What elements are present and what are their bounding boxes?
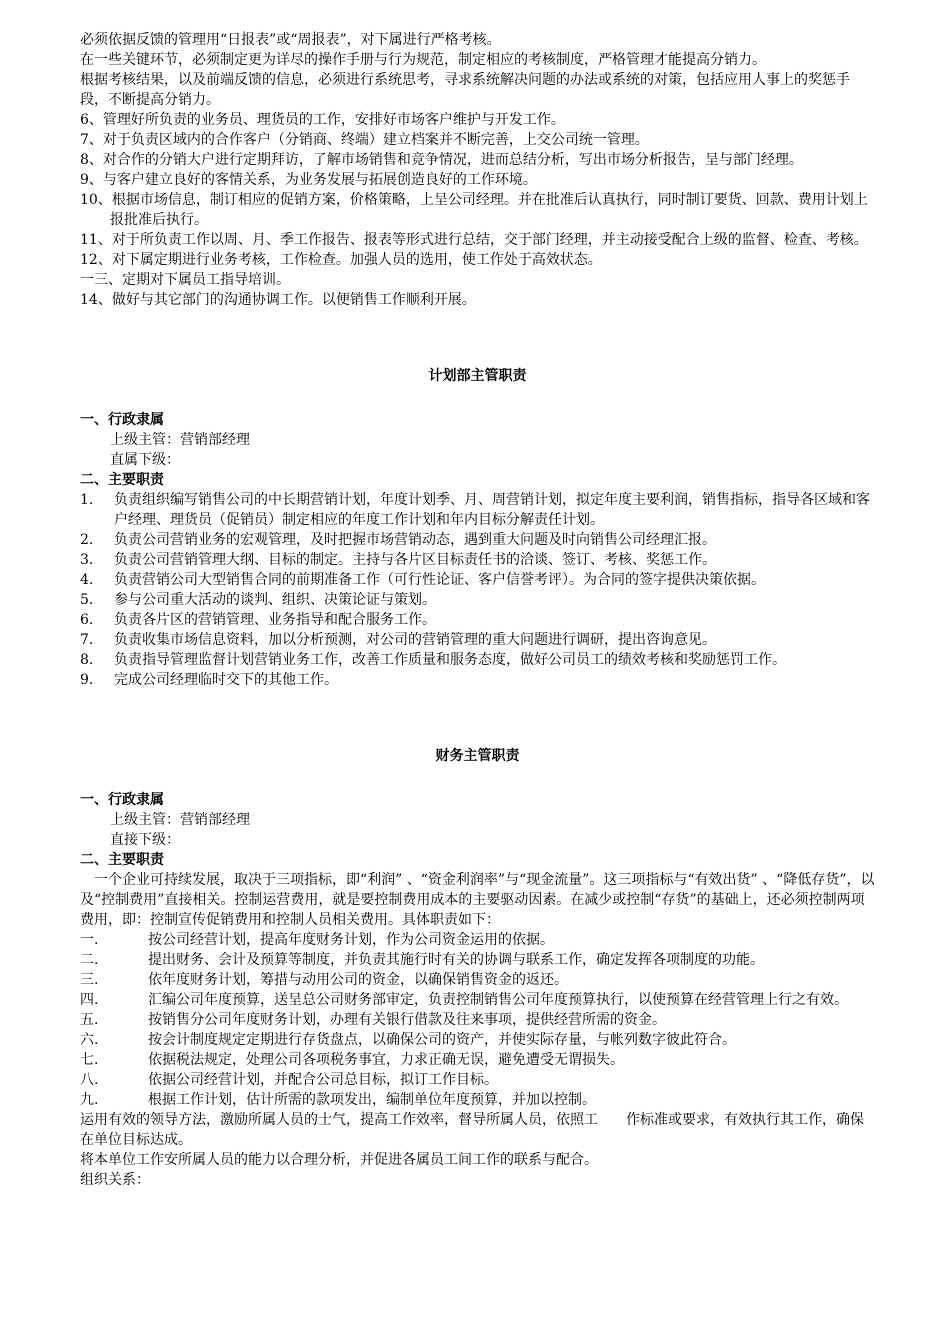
list-item: 九. 根据工作计划，估计所需的款项发出，编制单位年度预算，并加以控制。 [80,1092,596,1108]
document-page [80,30,875,1190]
paragraph: 运用有效的领导方法，激励所属人员的士气，提高工作效率，督导所属人员，依照工 作标准或要求，有效执行其工作，确保在单位目标达成。 [80,1112,864,1148]
list-item: 11、对于所负责工作以周、月、季工作报告、报表等形式进行总结，交于部门经理，并主动接受配合上级的监督、检查、考核。 [80,232,868,248]
subordinate-line: 直接下级： [110,832,180,848]
paragraph: 组织关系： [80,1172,150,1188]
superior-line: 上级主管：营销部经理 [110,432,250,448]
duty-list [80,490,875,690]
list-item: 6. 负责各片区的营销管理、业务指导和配合服务工作。 [80,612,436,628]
superior-line: 上级主管：营销部经理 [110,812,250,828]
list-item: 四. 汇编公司年度预算，送呈总公司财务部审定，负责控制销售公司年度预算执行，以使预算在经营管理上行之有效。 [80,992,848,1008]
subordinate-line: 直属下级： [110,452,180,468]
intro-paragraph: 一个企业可持续发展，取决于三项指标，即“利润” 、“资金利润率”与“现金流量”。这三项指标与“有效出货” 、“降低存货”，以及“控制费用”直接相关。控制运营费用，就是要控制费用成本的主要驱动因素。在减少或控制“存货”的基础上，还必须控制两项费用，即：控制宣传促销费用和控制人员相关费用。具体职责如下： [80,872,875,928]
list-item: 9、与客户建立良好的客情关系，为业务发展与拓展创造良好的工作环境。 [80,172,537,188]
list-item: 二. 提出财务、会计及预算等制度，并负责其施行时有关的协调与联系工作，确定发挥各项制度的功能。 [80,952,764,968]
list-item: 3. 负责公司营销管理大纲、目标的制定。主持与各片区目标责任书的洽谈、签订、考核、奖惩工作。 [80,552,716,568]
list-item: 1. 负责组织编写销售公司的中长期营销计划，年度计划季、月、周营销计划，拟定年度主要利润，销售指标，指导各区域和客户经理、理货员（促销员）制定相应的年度工作计划和年内目标分解责任计划。 [80,492,870,528]
list-item: 六. 按会计制度规定定期进行存货盘点，以确保公司的资产，并使实际存量，与帐列数字彼此符合。 [80,1032,736,1048]
list-item: 5. 参与公司重大活动的谈判、组织、决策论证与策划。 [80,592,436,608]
paragraph: 将本单位工作安所属人员的能力以合理分析，并促进各属员工间工作的联系与配合。 [80,1152,598,1168]
paragraph: 根据考核结果，以及前端反馈的信息，必须进行系统思考，寻求系统解决问题的办法或系统的对策，包括应用人事上的奖惩手段，不断提高分销力。 [80,72,850,108]
paragraph: 在一些关键环节，必须制定更为详尽的操作手册与行为规范，制定相应的考核制度，严格管理才能提高分销力。 [80,52,766,68]
list-item: 8、对合作的分销大户进行定期拜访，了解市场销售和竞争情况，进而总结分析，写出市场分析报告，呈与部门经理。 [80,152,803,168]
list-item: 五. 按销售分公司年度财务计划，办理有关银行借款及往来事项，提供经营所需的资金。 [80,1012,666,1028]
section-heading: 二、主要职责 [80,472,164,488]
list-item: 12、对下属定期进行业务考核，工作检查。加强人员的选用，使工作处于高效状态。 [80,252,602,268]
section-heading: 一、行政隶属 [80,412,164,428]
list-item: 10、根据市场信息，制订相应的促销方案，价格策略，上呈公司经理。并在批准后认真执行，同时制订要货、回款、费用计划上报批准后执行。 [80,192,868,228]
list-item: 6、管理好所负责的业务员、理货员的工作，安排好市场客户维护与开发工作。 [80,112,565,128]
list-item: 一三、定期对下属员工指导培训。 [80,272,290,288]
list-item: 7. 负责收集市场信息资料，加以分析预测，对公司的营销管理的重大问题进行调研，提出咨询意见。 [80,632,716,648]
section-heading: 二、主要职责 [80,852,164,868]
list-item: 4. 负责营销公司大型销售合同的前期准备工作（可行性论证、客户信誉考评）。为合同的签字提供决策依据。 [80,572,765,588]
numbered-list [80,110,875,310]
section-title: 计划部主管职责 [428,368,527,384]
list-item: 2. 负责公司营销业务的宏观管理，及时把握市场营销动态，遇到重大问题及时向销售公司经理汇报。 [80,532,716,548]
list-item: 七. 依据税法规定，处理公司各项税务事宜，力求正确无误，避免遭受无谓损失。 [80,1052,624,1068]
list-item: 一. 按公司经营计划，提高年度财务计划，作为公司资金运用的依据。 [80,932,554,948]
section-heading: 一、行政隶属 [80,792,164,808]
list-item: 14、做好与其它部门的沟通协调工作。以便销售工作顺利开展。 [80,292,476,308]
list-item: 八. 依据公司经营计划，并配合公司总目标，拟订工作目标。 [80,1072,498,1088]
list-item: 9. 完成公司经理临时交下的其他工作。 [80,672,338,688]
duty-list [80,930,875,1110]
list-item: 8. 负责指导管理监督计划营销业务工作，改善工作质量和服务态度，做好公司员工的绩效考核和奖励惩罚工作。 [80,652,786,668]
list-item: 三. 依年度财务计划，筹措与动用公司的资金，以确保销售资金的返还。 [80,972,568,988]
section-title: 财务主管职责 [435,748,520,764]
list-item: 7、对于负责区域内的合作客户（分销商、终端）建立档案并不断完善，上交公司统一管理。 [80,132,649,148]
paragraph: 必须依据反馈的管理用“日报表”或“周报表”，对下属进行严格考核。 [80,32,501,48]
